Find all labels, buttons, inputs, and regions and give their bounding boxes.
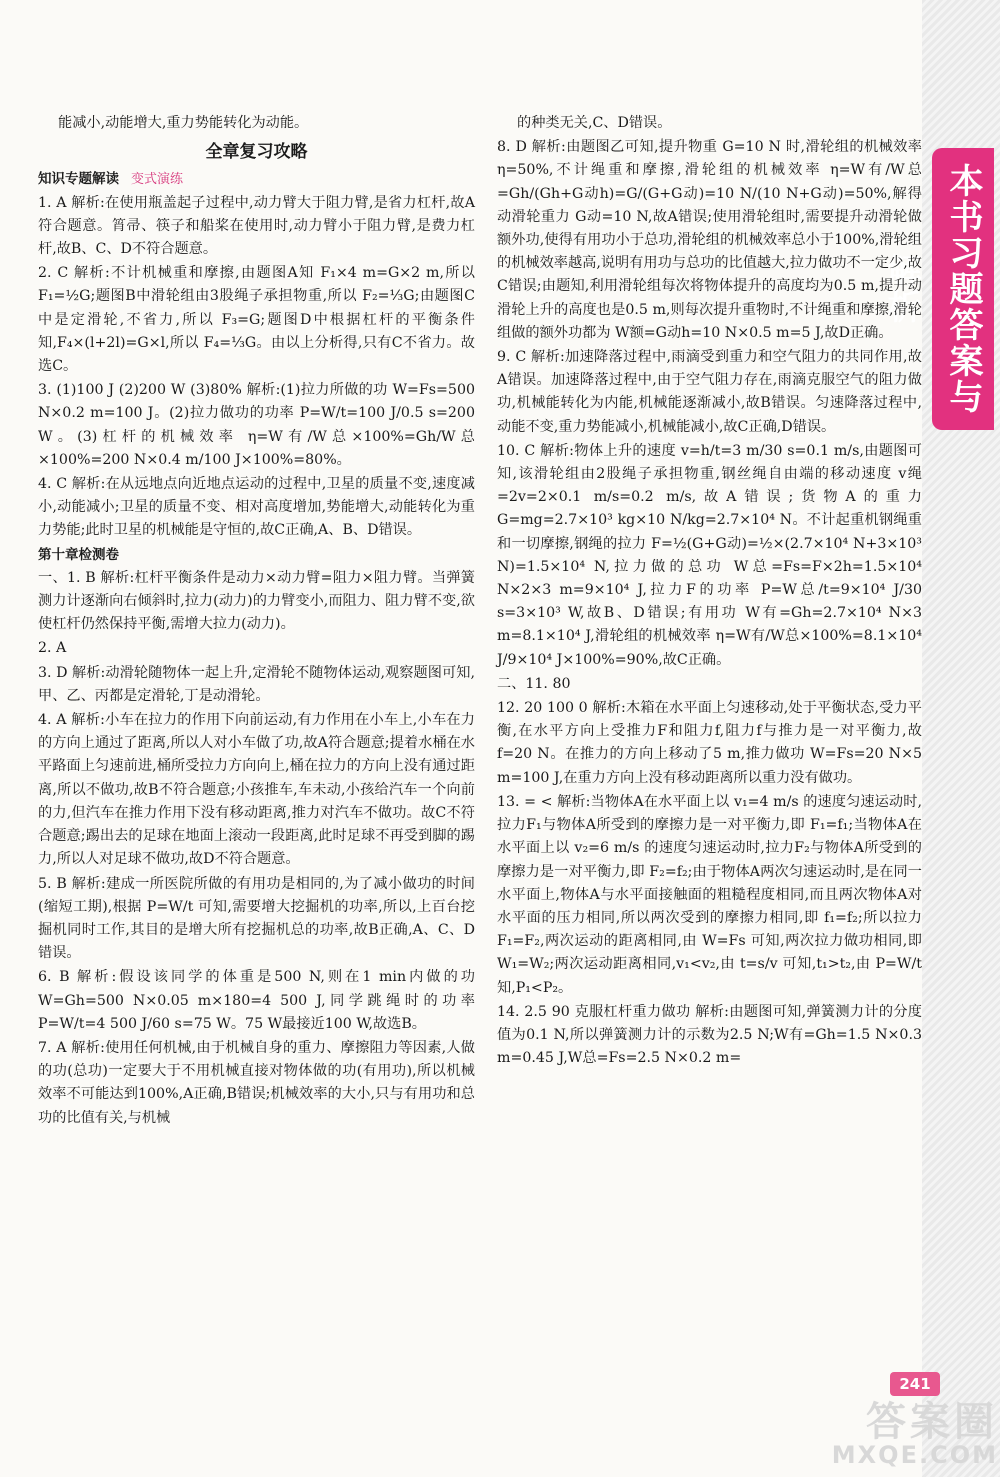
section-heading bbox=[38, 544, 475, 567]
answer-paragraph: 3. D 解析:动滑轮随物体一起上升,定滑轮不随物体运动,观察题图可知,甲、乙、丙都是定滑轮,丁是动滑轮。 bbox=[38, 664, 475, 704]
answer-paragraph: 2. A bbox=[38, 640, 67, 657]
section-tab: 本书习题答案与解析 bbox=[932, 148, 994, 430]
watermark bbox=[808, 1399, 998, 1469]
answer-paragraph: 二、11. 80 bbox=[497, 675, 571, 692]
section-heading bbox=[38, 168, 475, 191]
section-title: 全章复习攻略 bbox=[205, 142, 308, 163]
left-column bbox=[38, 112, 475, 1131]
watermark-line2: MXQE.COM bbox=[831, 1441, 998, 1469]
answer-paragraph: 8. D 解析:由题图乙可知,提升物重 G=10 N 时,滑轮组的机械效率 η=50%,不计绳重和摩擦,滑轮组的机械效率 η=W有/W总=Gh/(Gh+G动h)=G/(G+G动)=10 N/(10 N+G动)=50%,解得动滑轮重力 G动=10 N,故A错误;使用滑轮组时,需要提升动滑轮做额外功,使得有用功小于总功,滑轮组的机械效率总小于100%,滑轮组的机械效率越高,说明有用功与总功的比值越大,拉力做功不一定少,故C错误;由题知,利用滑轮组每次将物体提升的高度均为0.5 m,提升动滑轮上升的高度也是0.5 m,则每次提升重物时,不计绳重和摩擦,滑轮组做的额外功都为 W额=G动h=10 N×0.5 m=5 J,故D正确。 bbox=[497, 139, 922, 341]
right-column bbox=[497, 112, 922, 1071]
answer-paragraph: 10. C 解析:物体上升的速度 v=h/t=3 m/30 s=0.1 m/s,由题图可知,该滑轮组由2股绳子承担物重,钢丝绳自由端的移动速度 v绳=2v=2×0.1 m/s=0.2 m/s,故A错误;货物A的重力 G=mg=2.7×10³ kg×10 N/kg=2.7×10⁴ N。不计起重机钢绳重和一切摩擦,钢绳的拉力 F=½(G+G动)=½×(2.7×10⁴ N+3×10³ N)=1.5×10⁴ N,拉力做的总功 W总=Fs=F×2h=1.5×10⁴ N×2×3 m=9×10⁴ J,拉力F的功率 P=W总/t=9×10⁴ J/30 s=3×10³ W,故B、D错误;有用功 W有=Gh=2.7×10⁴ N×3 m=8.1×10⁴ J,滑轮组的机械效率 η=W有/W总×100%=8.1×10⁴ J/9×10⁴ J×100%=90%,故C正确。 bbox=[497, 442, 922, 668]
answer-paragraph: 6. B 解析:假设该同学的体重是500 N,则在1 min内做的功 W=Gh=500 N×0.05 m×180=4 500 J,同学跳绳时的功率 P=W/t=4 500 J/60 s=75 W。75 W最接近100 W,故选B。 bbox=[38, 969, 475, 1032]
page-number: 241 bbox=[890, 1372, 940, 1396]
answer-paragraph: 4. C 解析:在从远地点向近地点运动的过程中,卫星的质量不变,速度减小,动能减小;卫星的质量不变、相对高度增加,势能增大,动能转化为重力势能;此时卫星的机械能是守恒的,故C正确,A、B、D错误。 bbox=[38, 476, 475, 539]
answer-paragraph: 能减小,动能增大,重力势能转化为动能。 bbox=[58, 115, 309, 131]
watermark-line1: 答案圈 bbox=[866, 1399, 998, 1445]
section-heading-text: 知识专题解读 bbox=[38, 171, 119, 188]
answer-paragraph: 13. = < 解析:当物体A在水平面上以 v₁=4 m/s 的速度匀速运动时,拉力F₁与物体A所受到的摩擦力是一对平衡力,即 F₁=f₁;当物体A在水平面上以 v₂=6 m/s 的速度匀速运动时,拉力F₂与物体A所受到的摩擦力是一对平衡力,即 F₂=f₂;由于物体A两次匀速运动时,是在同一水平面上,物体A与水平面接触面的粗糙程度相同,而且两次物体A对水平面的压力相同,所以两次受到的摩擦力相同,即 f₁=f₂;所以拉力 F₁=F₂,两次运动的距离相同,由 W=Fs 可知,两次拉力做功相同,即 W₁=W₂;两次运动距离相同,v₁<v₂,由 t=s/v 可知,t₁>t₂,由 P=W/t 知,P₁<P₂。 bbox=[497, 793, 922, 996]
answer-paragraph: 的种类无关,C、D错误。 bbox=[517, 115, 672, 131]
answer-paragraph: 5. B 解析:建成一所医院所做的有用功是相同的,为了减小做功的时间(缩短工期),根据 P=W/t 可知,需要增大挖掘机的功率,所以,上百台挖掘机同时工作,其目的是增大所有挖掘机总的功率,故B正确,A、C、D错误。 bbox=[38, 875, 475, 962]
answer-paragraph: 9. C 解析:加速降落过程中,雨滴受到重力和空气阻力的共同作用,故A错误。加速降落过程中,由于空气阻力存在,雨滴克服空气的阻力做功,机械能转化为内能,机械能逐渐减小,故B错误。匀速降落过程中,动能不变,重力势能减小,机械能减小,故C正确,D错误。 bbox=[497, 349, 922, 435]
section-heading-text: 第十章检测卷 bbox=[38, 546, 119, 563]
answer-paragraph: 3. (1)100 J (2)200 W (3)80% 解析:(1)拉力所做的功 W=Fs=500 N×0.2 m=100 J。(2)拉力做功的功率 P=W/t=100 J/0.5 s=200 W。(3)杠杆的机械效率 η=W有/W总×100%=Gh/W总×100%=200 N×0.4 m/100 J×100%=80%。 bbox=[38, 382, 475, 468]
answer-paragraph: 1. A 解析:在使用瓶盖起子过程中,动力臂大于阻力臂,是省力杠杆,故A符合题意。筲帚、筷子和船桨在使用时,动力臂小于阻力臂,是费力杠杆,故B、C、D不符合题意。 bbox=[38, 194, 475, 258]
answer-paragraph: 7. A 解析:使用任何机械,由于机械自身的重力、摩擦阻力等因素,人做的功(总功)一定要大于不用机械直接对物体做的功(有用功),所以机械效率不可能达到100%,A正确,B错误;机械效率的大小,只与有用功和总功的比值有关,与机械 bbox=[38, 1039, 475, 1126]
answer-paragraph: 12. 20 100 0 解析:木箱在水平面上匀速移动,处于平衡状态,受力平衡,在水平方向上受推力F和阻力f,阻力f与推力是一对平衡力,故 f=20 N。在推力的方向上移动了5 m,推力做功 W=Fs=20 N×5 m=100 J,在重力方向上没有移动距离所以重力没有做功。 bbox=[497, 700, 922, 786]
answer-paragraph: 一、1. B 解析:杠杆平衡条件是动力×动力臂=阻力×阻力臂。当弹簧测力计逐渐向右倾斜时,拉力(动力)的力臂变小,而阻力、阻力臂不变,欲使杠杆仍然保持平衡,需增大拉力(动力)。 bbox=[38, 569, 475, 633]
section-subheading: 变式演练 bbox=[131, 172, 184, 188]
answer-paragraph: 2. C 解析:不计机械重和摩擦,由题图A知 F₁×4 m=G×2 m,所以 F₁=½G;题图B中滑轮组由3股绳子承担物重,所以 F₂=⅓G;由题图C中是定滑轮,不省力,所以 F₃=G;题图D中根据杠杆的平衡条件知,F₄×(l+2l)=G×l,所以 F₄=⅓G。由以上分析得,只有C不省力。故选C。 bbox=[38, 265, 475, 375]
answer-paragraph: 4. A 解析:小车在拉力的作用下向前运动,有力作用在小车上,小车在力的方向上通过了距离,所以人对小车做了功,故A符合题意;提着水桶在水平路面上匀速前进,桶所受拉力方向向上,桶在拉力的方向上没有通过距离,所以不做功,故B不符合题意;小孩推车,车未动,小孩给汽车一个向前的力,但汽车在推力作用下没有移动距离,推力对汽车不做功。故C不符合题意;踢出去的足球在地面上滚动一段距离,此时足球不再受到脚的踢力,所以人对足球不做功,故D不符合题意。 bbox=[38, 712, 475, 868]
answer-paragraph: 14. 2.5 90 克服杠杆重力做功 解析:由题图可知,弹簧测力计的分度值为0.1 N,所以弹簧测力计的示数为2.5 N;W有=Gh=1.5 N×0.3 m=0.45 J,W总=Fs=2.5 N×0.2 m= bbox=[497, 1003, 922, 1067]
